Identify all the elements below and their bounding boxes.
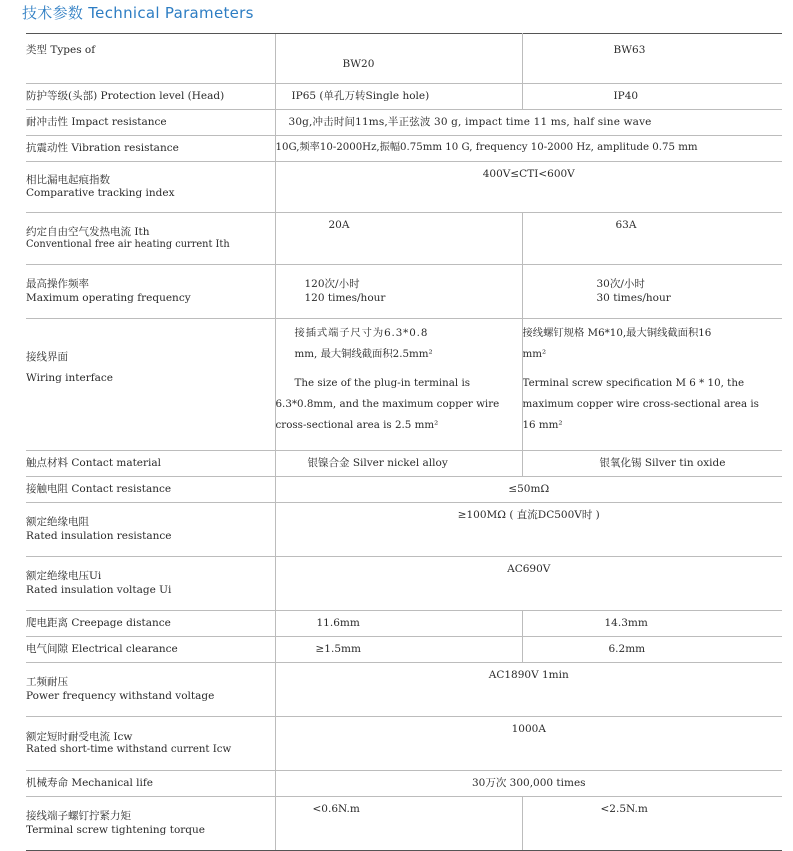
cell-span: AC690V [275, 557, 782, 611]
table-row [26, 771, 782, 797]
cell-span: 400V≤CTI<600V [275, 162, 782, 213]
table-row [26, 84, 782, 110]
row-label: 机械寿命 Mechanical life [26, 771, 275, 797]
row-label-en: Maximum operating frequency [26, 291, 191, 304]
row-label-en: Conventional free air heating current Ith [26, 238, 230, 250]
table-row [26, 503, 782, 557]
row-label: 相比漏电起痕指数 [26, 173, 110, 186]
wiring-line: 6.3*0.8mm, and the maximum copper wire [275, 398, 500, 410]
cell-bw20: BW20 [275, 34, 522, 84]
row-label-cell [26, 213, 275, 265]
table-row [26, 110, 782, 136]
table-row [26, 557, 782, 611]
row-label: 额定绝缘电压Ui [26, 570, 102, 583]
row-label-cell [26, 503, 275, 557]
wiring-line: mm² [522, 348, 547, 360]
row-label: 耐冲击性 Impact resistance [26, 110, 275, 136]
cell-bw20: <0.6N.m [275, 797, 522, 851]
row-label-en: Terminal screw tightening torque [26, 823, 205, 836]
row-label-en: Power frequency withstand voltage [26, 689, 215, 702]
table-row [26, 477, 782, 503]
table-row [26, 162, 782, 213]
wiring-line: 16 mm² [522, 419, 563, 431]
cell-bw63: IP40 [522, 84, 782, 110]
page-title: 技术参数 Technical Parameters [22, 4, 254, 22]
row-label: 接线端子螺钉拧紧力矩 [26, 810, 131, 823]
cell-bw63: 63A [522, 213, 782, 265]
cell-bw63: 6.2mm [522, 637, 782, 663]
table-row [26, 637, 782, 663]
row-label-en: Comparative tracking index [26, 187, 175, 199]
cell-bw63: 银氧化锡 Silver tin oxide [522, 451, 782, 477]
table-row [26, 663, 782, 717]
cell-bw20: ≥1.5mm [275, 637, 522, 663]
cell-bw20: 20A [275, 213, 522, 265]
wiring-line: 接线螺钉规格 M6*10,最大铜线截面积16 [522, 327, 712, 339]
row-label: 工频耐压 [26, 676, 68, 689]
wiring-line: mm, 最大铜线截面积2.5mm² [294, 348, 433, 360]
cell-bw20: 11.6mm [275, 611, 522, 637]
table-row [26, 213, 782, 265]
row-label-en: Rated short-time withstand current Icw [26, 743, 232, 755]
wiring-line: cross-sectional area is 2.5 mm² [275, 419, 439, 431]
row-label: 电气间隙 Electrical clearance [26, 637, 275, 663]
freq-en: 30 times/hour [596, 291, 671, 304]
table-row [26, 136, 782, 162]
cell-bw63-wiring [522, 319, 782, 451]
row-label-en: Wiring interface [26, 372, 113, 384]
table-row [26, 34, 782, 84]
row-label: 约定自由空气发热电流 Ith [26, 225, 150, 238]
row-label-cell [26, 797, 275, 851]
row-label: 触点材料 Contact material [26, 451, 275, 477]
row-label-cell [26, 162, 275, 213]
row-label-cell [26, 557, 275, 611]
cell-bw63: 14.3mm [522, 611, 782, 637]
row-label: 抗震动性 Vibration resistance [26, 136, 275, 162]
row-label-cell [26, 265, 275, 319]
wiring-line: The size of the plug-in terminal is [294, 377, 471, 389]
table-row [26, 265, 782, 319]
table-row [26, 451, 782, 477]
row-label-cell [26, 319, 275, 451]
table-row [26, 797, 782, 851]
cell-span: 1000A [275, 717, 782, 771]
cell-bw63 [522, 265, 782, 319]
cell-span: AC1890V 1min [275, 663, 782, 717]
row-label-en: Rated insulation resistance [26, 529, 172, 542]
row-label-cell [26, 663, 275, 717]
row-label: 爬电距离 Creepage distance [26, 611, 275, 637]
cell-span: 10G,频率10-2000Hz,振幅0.75mm 10 G, frequency 10-2000 Hz, amplitude 0.75 mm [275, 136, 782, 162]
row-label-en: Rated insulation voltage Ui [26, 583, 172, 596]
row-label: 最高操作频率 [26, 278, 89, 291]
cell-bw63: <2.5N.m [522, 797, 782, 851]
cell-bw63: BW63 [522, 34, 782, 84]
row-label: 类型 Types of [26, 34, 275, 84]
row-label: 接触电阻 Contact resistance [26, 477, 275, 503]
cell-span: ≥100MΩ ( 直流DC500V时 ) [275, 503, 782, 557]
row-label: 防护等级(头部) Protection level (Head) [26, 84, 275, 110]
cell-bw20 [275, 265, 522, 319]
row-label: 额定绝缘电阻 [26, 516, 89, 529]
row-label: 接线界面 [26, 351, 68, 363]
table-row [26, 319, 782, 451]
cell-span: 30g,冲击时间11ms,半正弦波 30 g, impact time 11 ms, half sine wave [275, 110, 782, 136]
row-label-cell [26, 717, 275, 771]
wiring-line: maximum copper wire cross-sectional area is [522, 398, 759, 410]
freq-en: 120 times/hour [304, 291, 386, 304]
table-row [26, 717, 782, 771]
row-label: 额定短时耐受电流 Icw [26, 730, 133, 743]
freq-cn: 30次/小时 [596, 278, 645, 291]
wiring-line: 接插式端子尺寸为6.3*0.8 [294, 327, 429, 339]
cell-bw20: 银镍合金 Silver nickel alloy [275, 451, 522, 477]
cell-span: 30万次 300,000 times [275, 771, 782, 797]
cell-bw20-wiring [275, 319, 522, 451]
cell-span: ≤50mΩ [275, 477, 782, 503]
freq-cn: 120次/小时 [304, 278, 360, 291]
wiring-line: Terminal screw specification M 6 * 10, the [522, 377, 745, 389]
spec-table [26, 33, 782, 851]
table-row [26, 611, 782, 637]
cell-bw20: IP65 (单孔万转Single hole) [275, 84, 522, 110]
